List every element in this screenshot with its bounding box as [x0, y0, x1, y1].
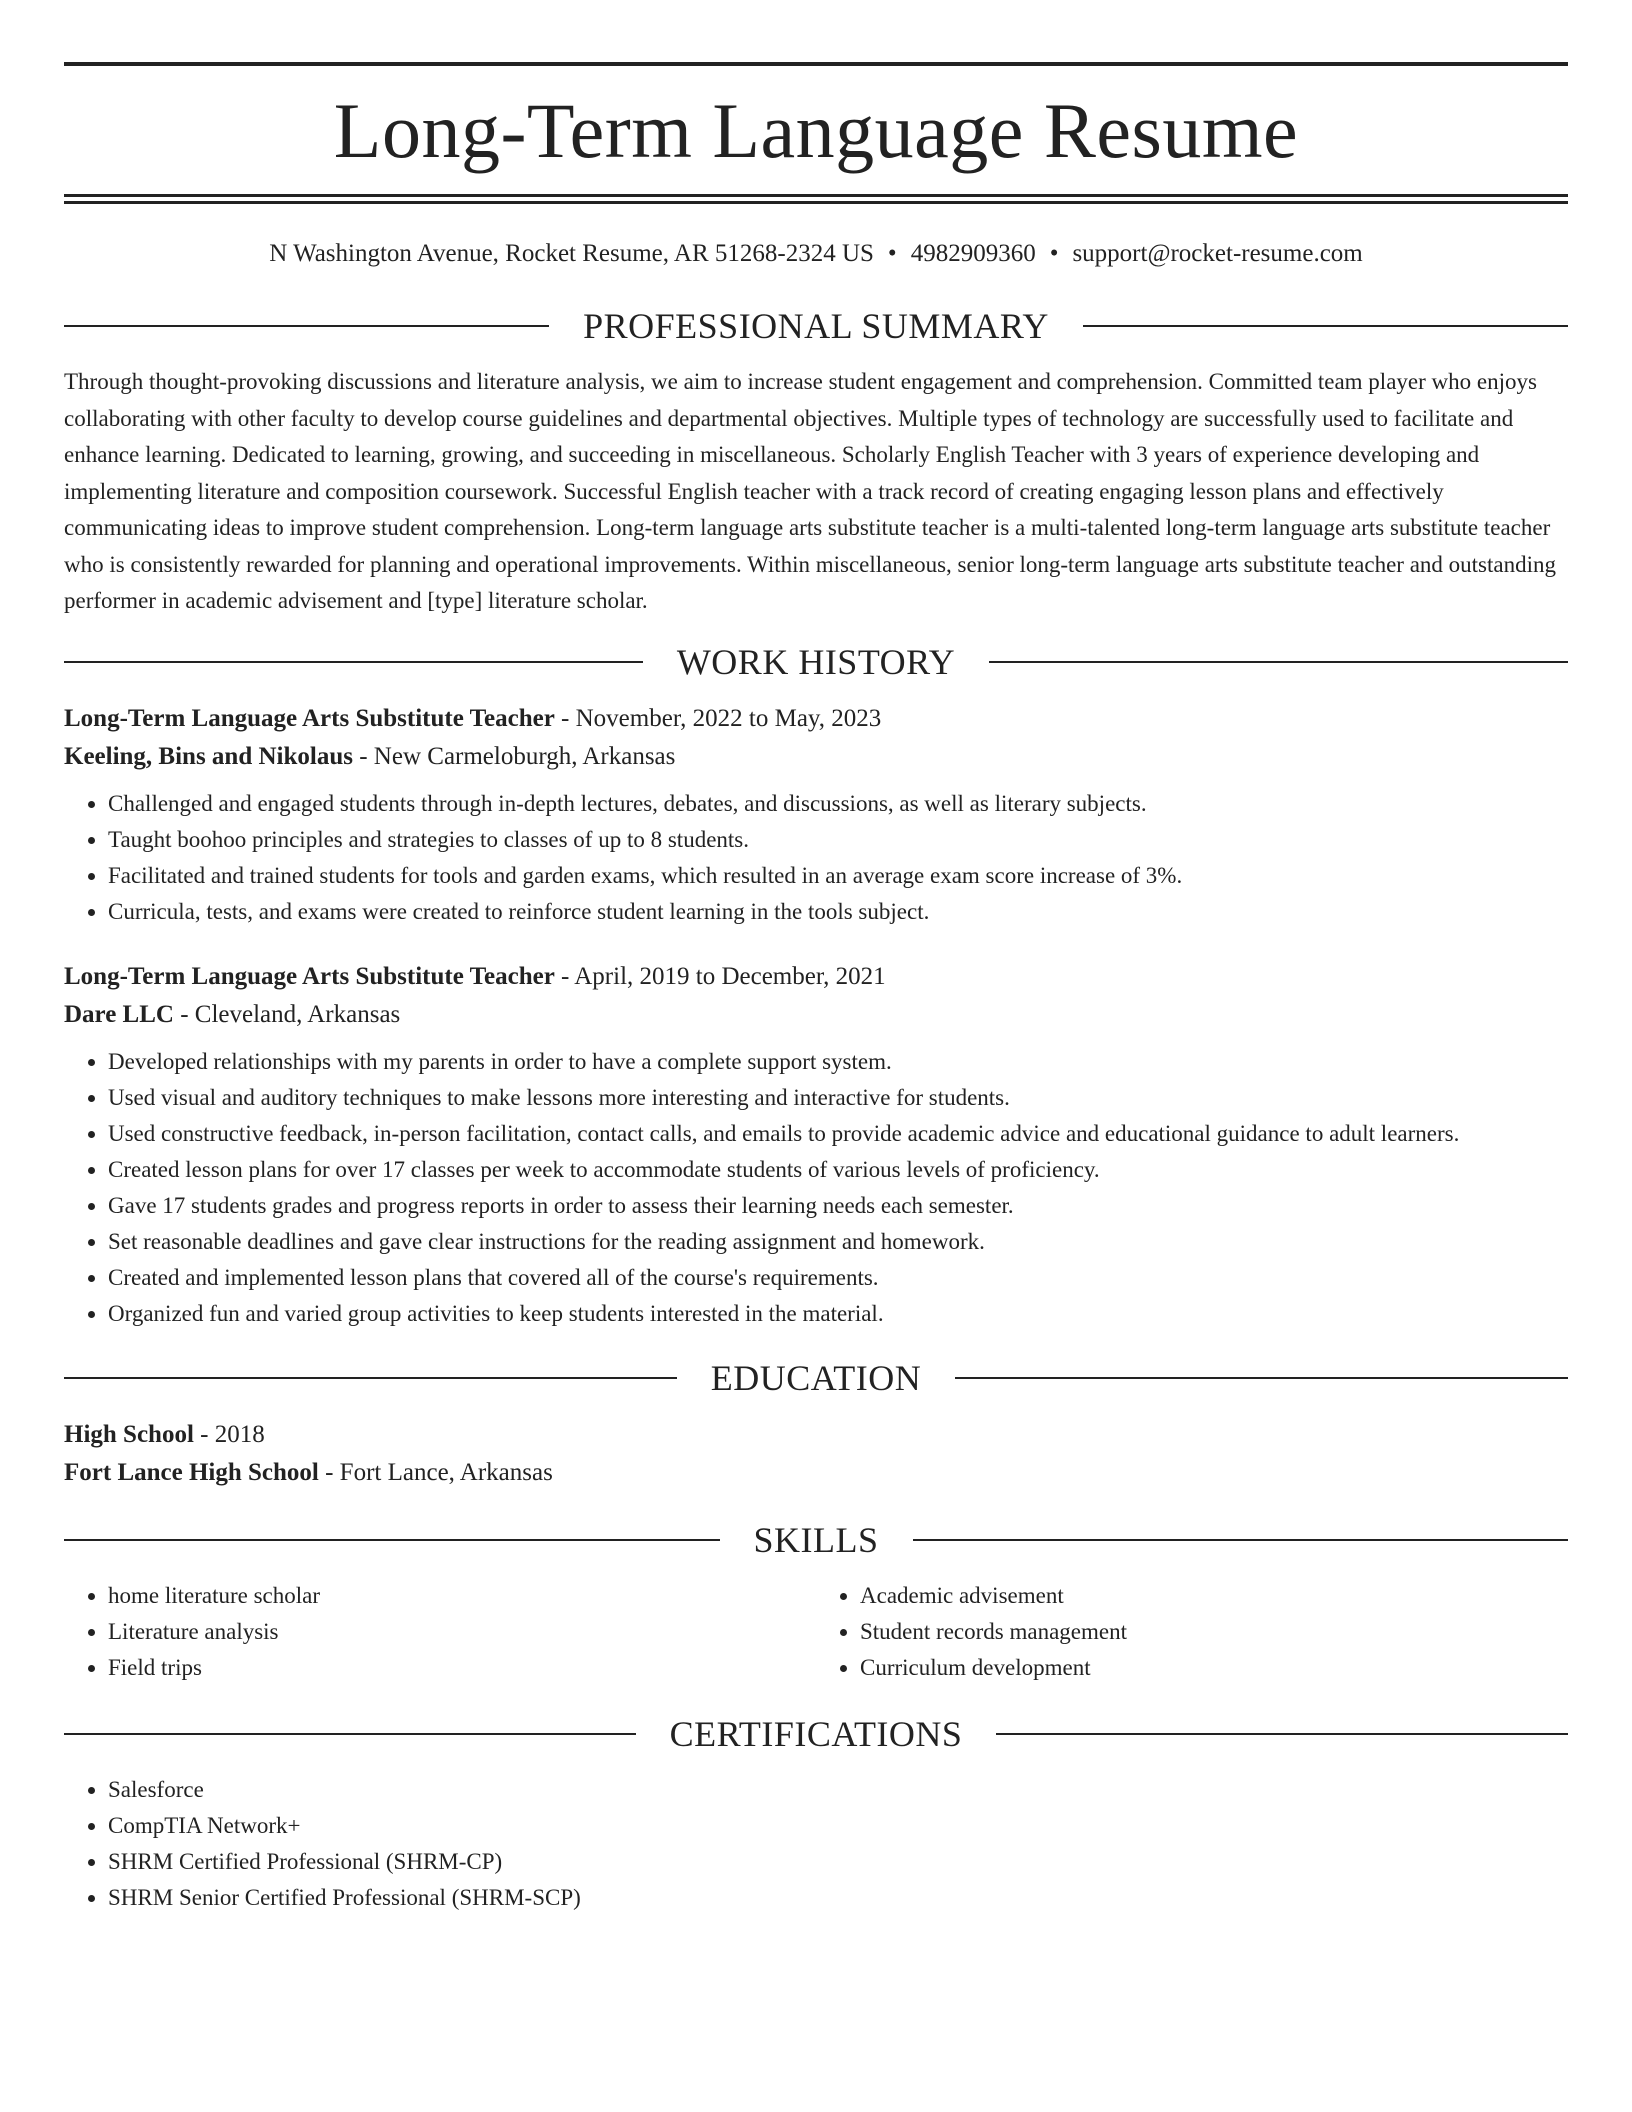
job-company: Keeling, Bins and Nikolaus [64, 742, 353, 770]
list-item: • Created lesson plans for over 17 classes per week to accommodate students of various levels of proficiency. [108, 1152, 1568, 1188]
list-item: • Facilitated and trained students for tools and garden exams, which resulted in an average exam score increase of 3%. [108, 858, 1568, 894]
contact-line [64, 238, 1568, 270]
job-title-line [64, 700, 1568, 738]
job-bullets [64, 1044, 1568, 1332]
education-degree: High School [64, 1420, 194, 1448]
skills-grid [64, 1578, 1568, 1686]
list-item: • Academic advisement [860, 1578, 1568, 1614]
title-double-rule [64, 194, 1568, 204]
job-dates: - April, 2019 to December, 2021 [554, 962, 886, 990]
job-dates: - November, 2022 to May, 2023 [554, 704, 882, 732]
job-title: Long-Term Language Arts Substitute Teacher [64, 962, 555, 990]
job-company: Dare LLC [64, 1000, 174, 1028]
list-item: • Taught boohoo principles and strategies to classes of up to 8 students. [108, 822, 1568, 858]
list-item: • Set reasonable deadlines and gave clear instructions for the reading assignment and homework. [108, 1224, 1568, 1260]
list-item: • Curricula, tests, and exams were created to reinforce student learning in the tools subject. [108, 894, 1568, 930]
top-rule [64, 62, 1568, 66]
contact-separator: • [887, 240, 897, 267]
divider [64, 661, 643, 663]
job-title-line [64, 958, 1568, 996]
contact-address: N Washington Avenue, Rocket Resume, AR 51268-2324 US [269, 240, 874, 267]
divider [64, 325, 549, 327]
list-item: • Created and implemented lesson plans that covered all of the course's requirements. [108, 1260, 1568, 1296]
certifications-list [64, 1772, 1568, 1916]
section-title: CERTIFICATIONS [669, 1713, 963, 1754]
divider [64, 1377, 677, 1379]
section-heading-skills [64, 1520, 1568, 1560]
contact-phone: 4982909360 [910, 240, 1036, 267]
divider [1083, 325, 1568, 327]
job-company-line [64, 738, 1568, 776]
education-location: - Fort Lance, Arkansas [318, 1458, 553, 1486]
list-item: • Field trips [108, 1650, 816, 1686]
divider [64, 1539, 720, 1541]
section-title: PROFESSIONAL SUMMARY [583, 306, 1049, 346]
job-location: - Cleveland, Arkansas [173, 1000, 401, 1028]
job-entry [64, 700, 1568, 930]
contact-email: support@rocket-resume.com [1072, 240, 1363, 267]
section-heading-education [64, 1358, 1568, 1398]
skills-list-left [64, 1578, 816, 1686]
list-item: • SHRM Senior Certified Professional (SHRM-SCP) [108, 1880, 1568, 1916]
education-school-line [64, 1454, 1568, 1492]
list-item: • Used constructive feedback, in-person facilitation, contact calls, and emails to provide academic advice and educational guidance to adult learners. [108, 1116, 1568, 1152]
list-item: • CompTIA Network+ [108, 1808, 1568, 1844]
divider [955, 1377, 1568, 1379]
list-item: • Gave 17 students grades and progress reports in order to assess their learning needs each semester. [108, 1188, 1568, 1224]
summary-text: Through thought-provoking discussions and literature analysis, we aim to increase student engagement and comprehension. Committed team player who enjoys collaborating with other faculty to develop course guidelines and departmental objectives. Multiple types of technology are successfully used to facilitate and enhance learning. Dedicated to learning, growing, and succeeding in miscellaneous. Scholarly English Teacher with 3 years of experience developing and implementing literature and composition coursework. Successful English teacher with a track record of creating engaging lesson plans and effectively communicating ideas to improve student comprehension. Long-term language arts substitute teacher is a multi-talented long-term language arts substitute teacher who is consistently rewarded for planning and operational improvements. Within miscellaneous, senior long-term language arts substitute teacher and outstanding performer in academic advisement and [type] literature scholar. [64, 369, 1557, 613]
divider [913, 1539, 1569, 1541]
section-title: SKILLS [753, 1519, 879, 1560]
list-item: • Student records management [860, 1614, 1568, 1650]
education-school: Fort Lance High School [64, 1458, 319, 1486]
list-item: • Curriculum development [860, 1650, 1568, 1686]
section-heading-certifications [64, 1714, 1568, 1754]
job-bullets [64, 786, 1568, 930]
section-title: EDUCATION [710, 1357, 922, 1398]
job-location: - New Carmeloburgh, Arkansas [352, 742, 676, 770]
list-item: • Used visual and auditory techniques to make lessons more interesting and interactive for students. [108, 1080, 1568, 1116]
divider [989, 661, 1568, 663]
list-item: • Developed relationships with my parents in order to have a complete support system. [108, 1044, 1568, 1080]
divider [64, 1733, 636, 1735]
section-title: WORK HISTORY [676, 641, 956, 682]
list-item: • home literature scholar [108, 1578, 816, 1614]
list-item: • Challenged and engaged students through in-depth lectures, debates, and discussions, as well as literary subjects. [108, 786, 1568, 822]
skills-list-right [816, 1578, 1568, 1686]
divider [996, 1733, 1568, 1735]
section-heading-summary [64, 306, 1568, 346]
section-heading-work [64, 642, 1568, 682]
contact-separator: • [1049, 240, 1059, 267]
page-title: Long-Term Language Resume [333, 87, 1299, 174]
list-item: • Salesforce [108, 1772, 1568, 1808]
job-title: Long-Term Language Arts Substitute Teacher [64, 704, 555, 732]
list-item: • Organized fun and varied group activities to keep students interested in the material. [108, 1296, 1568, 1332]
list-item: • SHRM Certified Professional (SHRM-CP) [108, 1844, 1568, 1880]
list-item: • Literature analysis [108, 1614, 816, 1650]
education-year: - 2018 [193, 1420, 265, 1448]
education-degree-line [64, 1416, 1568, 1454]
job-company-line [64, 996, 1568, 1034]
job-entry [64, 958, 1568, 1332]
